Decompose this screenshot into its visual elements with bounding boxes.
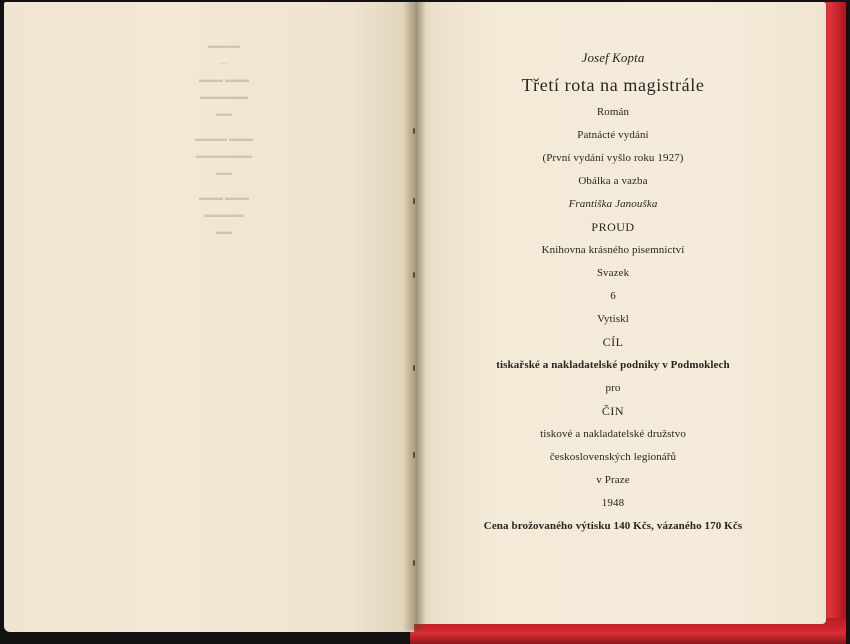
colophon xyxy=(468,50,758,542)
cover-credit-line: Obálka a vazba xyxy=(578,175,648,187)
binding-stitch xyxy=(413,365,415,371)
binding-stitch xyxy=(413,198,415,204)
book-title: Třetí rota na magistrále xyxy=(521,75,705,95)
genre-line: Román xyxy=(596,106,630,118)
binding-stitch xyxy=(413,272,415,278)
publisher-city: v Praze xyxy=(596,474,630,486)
series-subtitle: Knihovna krásného písemnictví xyxy=(541,244,685,256)
author-name: Josef Kopta xyxy=(581,50,645,65)
publisher-description: tiskové a nakladatelské družstvo xyxy=(540,428,686,440)
publisher-legionaries: československých legionářů xyxy=(549,451,677,463)
price-line: Cena brožovaného výtisku 140 Kčs, vázaného 170 Kčs xyxy=(483,520,743,532)
edition-line: Patnácté vydání xyxy=(577,129,649,141)
first-edition-line: (První vydání vyšlo roku 1927) xyxy=(542,152,684,164)
printer-description: tiskařské a nakladatelské podniky v Podmoklech xyxy=(496,359,730,371)
series-name: PROUD xyxy=(591,220,635,234)
binding-stitch xyxy=(413,128,415,134)
binding-stitch xyxy=(413,560,415,566)
for-label: pro xyxy=(605,382,621,394)
volume-number: 6 xyxy=(610,290,616,302)
illustrator-name: Františka Janouška xyxy=(568,198,658,210)
printer-label: Vytiskl xyxy=(597,313,629,325)
volume-label: Svazek xyxy=(596,267,630,279)
publisher-name: ČIN xyxy=(601,404,625,418)
publication-year: 1948 xyxy=(601,497,625,509)
show-through-text: ▬▬▬▬ — ▬▬▬ ▬▬▬ ▬▬▬▬▬▬ ▬▬ ▬▬▬ ▬▬▬▬ ▬▬▬▬▬▬▬ ▬▬ ▬▬▬ ▬▬▬ ▬▬▬▬▬ ▬▬ xyxy=(195,41,253,236)
left-page xyxy=(4,2,414,632)
book-gutter xyxy=(404,2,426,630)
binding-stitch xyxy=(413,452,415,458)
printer-name: CÍL xyxy=(602,335,624,349)
